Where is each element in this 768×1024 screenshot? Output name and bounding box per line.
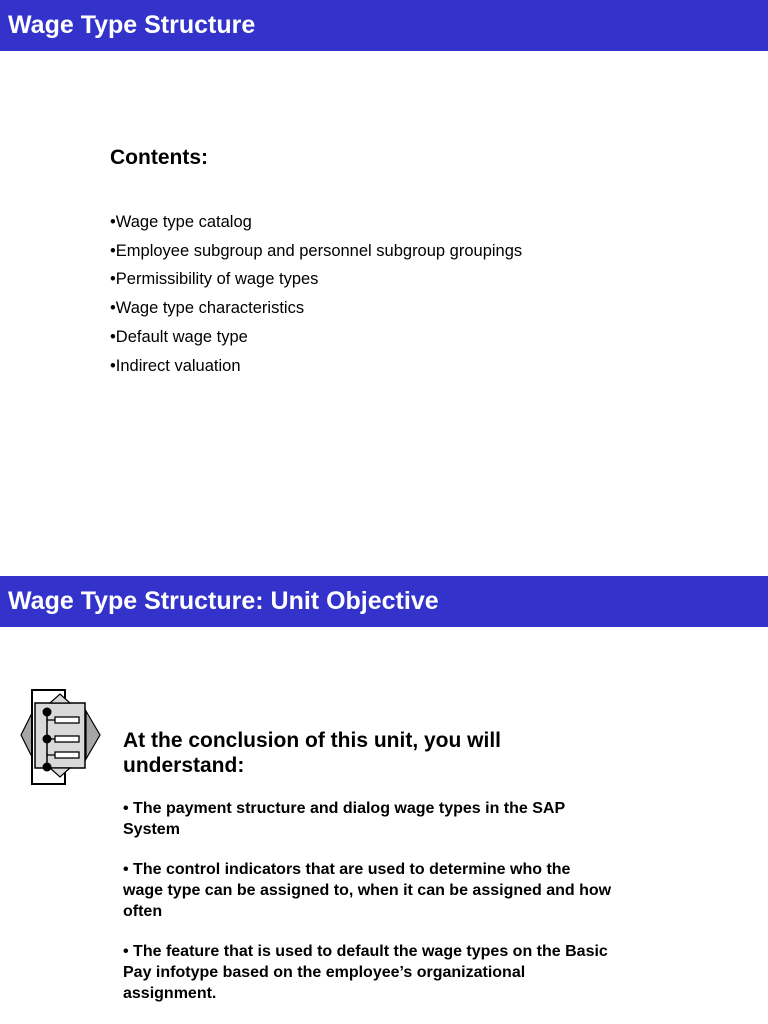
- title-bar: [0, 0, 768, 51]
- list-item: •Indirect valuation: [110, 356, 241, 375]
- list-item: • The payment structure and dialog wage types in the SAP System: [123, 800, 565, 838]
- list-item: •Wage type characteristics: [110, 299, 305, 318]
- list-item: •Wage type catalog: [110, 213, 252, 231]
- list-item: •Employee subgroup and personnel subgroup groupings: [110, 241, 523, 260]
- slide-title: Wage Type Structure: [8, 11, 256, 39]
- contents-heading: Contents:: [110, 146, 208, 169]
- list-item: •Permissibility of wage types: [110, 270, 319, 289]
- list-item: • The feature that is used to default the wage types on the Basic Pay infotype based on the employee’s organizational assignment.: [123, 943, 608, 1002]
- slide-title: Wage Type Structure: Unit Objective: [8, 587, 439, 615]
- objective-diagram-icon: [20, 689, 102, 785]
- contents-list: [110, 208, 522, 380]
- list-item: • The control indicators that are used to determine who the wage type can be assigned to, when it can be assigned and how often: [123, 861, 612, 920]
- slide-unit-objective: [0, 576, 768, 1024]
- objective-list: [123, 798, 613, 1023]
- objective-heading: At the conclusion of this unit, you will understand:: [123, 729, 501, 777]
- list-item: •Default wage type: [110, 327, 248, 346]
- title-bar: [0, 576, 768, 627]
